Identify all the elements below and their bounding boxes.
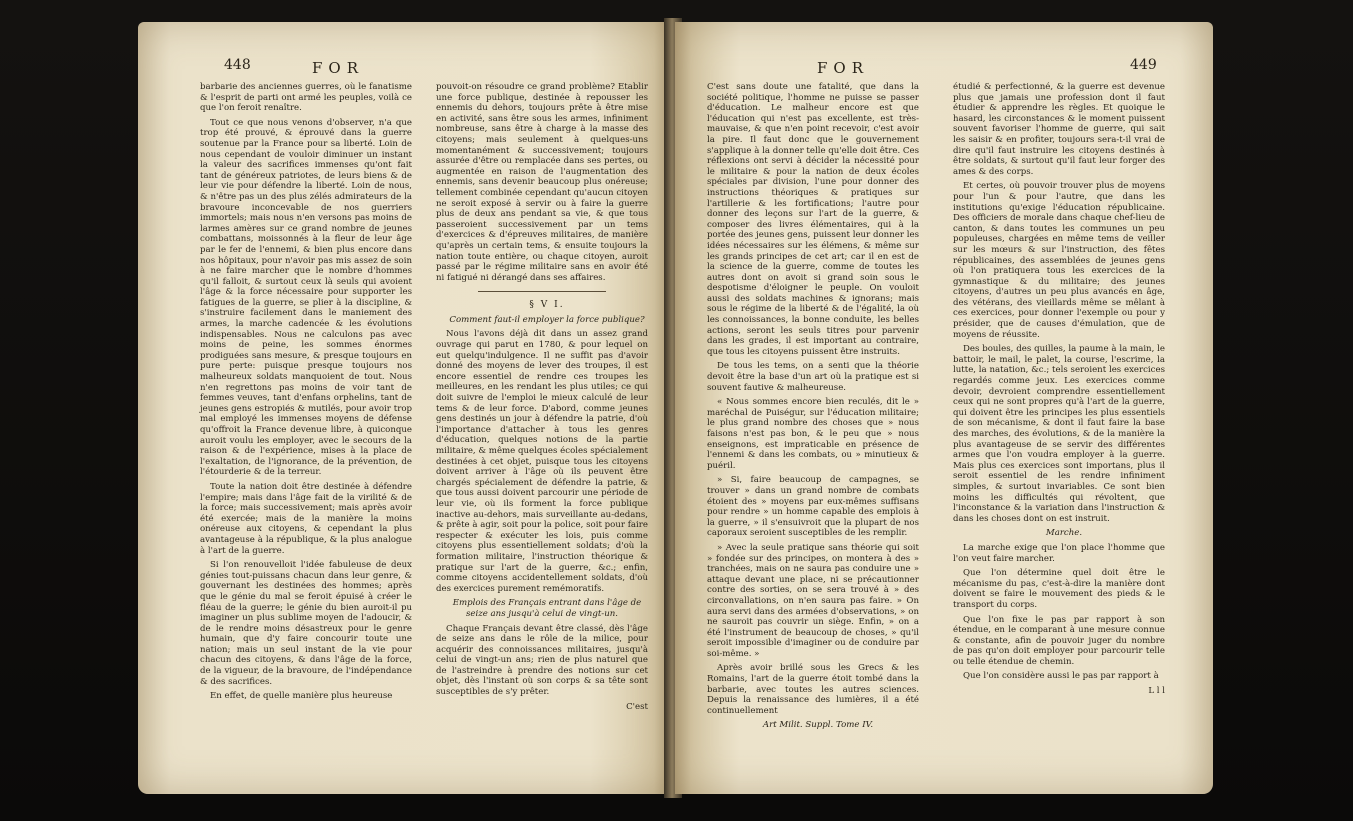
paragraph: Des boules, des quilles, la paume à la main, le battoir, le mail, le palet, la course, l'escrime, la lutte, la natation, &c.; tels seroient les exercices regardés comme jeux. Les exercices comme devoir, devroient comprendre essentiellement ceux qui ne sont propres qu'à l'art de la guerre, qui doivent être les principes les plus essentiels de son mécanisme, & dont il faut faire la base des marches, des évolutions, & de la manière la plus avantageuse de se servir des différentes armes que l'on voudra employer à la guerre. Mais plus ces exercices sont importans, plus il seroit essentiel de les rendre infiniment simples, & surtout invariables. Ce sont bien moins les difficultés qui révoltent, que l'inconstance & la variation dans l'instruction & dans les choses dont on est instruit. xyxy=(953,344,1165,524)
paragraph: C'est sans doute une fatalité, que dans la société politique, l'homme ne puisse se passer d'éducation. Le malheur encore est que l'éducation qui n'est pas excellente, est très-mauvaise, & que n'en point recevoir, c'est avoir la pire. Il faut donc que le gouvernement s'applique à la donner telle qu'elle doit être. Ces réflexions ont servi à décider la nécessité pour le militaire & pour la nation de deux écoles spéciales par division, l'une pour donner des instructions théoriques & pratiques sur l'artillerie & les fortifications; l'autre pour donner des leçons sur l'art de la guerre, & composer des livres élémentaires, qui à la portée des jeunes gens, puissent leur donner les idées nécessaires sur les élémens, & même sur les grands principes de cet art; car il en est de la science de la guerre, comme de toutes les autres dont on avoit si grand soin sous le despotisme d'éloigner le peuple. On vouloit aussi des soldats machines & ignorans; mais sous le régime de la liberté & de l'égalité, la où les connoissances, la bonne conduite, les belles actions, seront les seuls titres pour parvenir dans les grades, il est important au contraire, que tous les citoyens puissent être instruits. xyxy=(707,82,919,357)
paragraph: Que l'on considère aussi le pas par rapport à xyxy=(963,671,1159,682)
paragraph: pouvoit-on résoudre ce grand problème? Etablir une force publique, destinée à repousser les ennemis du dehors, toujours prête à être mise en activité, sans être sous les armes, infiniment nombreuse, sans être à charge à la masse des citoyens; mais seulement à quelques-uns momentanément & successivement; toujours assurée d'être ou remplacée dans ses pertes, ou augmentée en raison de l'augmentation des ennemis, sans devenir beaucoup plus onéreuse; tellement combinée cependant qu'aucun citoyen ne seroit exposé à servir ou à faire la guerre plus de deux ans pendant sa vie, & que tous passeroient successivement par un tems d'exercices & d'épreuves militaires, de manière qu'après un certain tems, & ensuite toujours la nation toute entière, ou chaque citoyen, auroit passé par le régime militaire sans en avoir été ni fatigué ni dérangé dans ses affaires. xyxy=(436,82,648,283)
paragraph: Et certes, où pouvoir trouver plus de moyens pour l'un & pour l'autre, que dans les institutions qu'exige l'éducation républicaine. Des officiers de morale dans chaque chef-lieu de canton, & dans toutes les communes un peu populeuses, chargées en même tems de veiller sur les mœurs & sur l'instruction, des fêtes républicaines, des assemblées de jeunes gens où l'on pratiquera tous les exercices de la gymnastique & du militaire; des jeunes citoyens, d'autres un peu plus avancés en âge, des vétérans, des vieillards même se mêlant à ces exercices, pour donner l'exemple ou pour y présider, que de causes d'émulation, que de moyens de réussite. xyxy=(953,181,1165,340)
quotation: « Nous sommes encore bien reculés, dit le » maréchal de Puiségur, sur l'éducation militaire; le plus grand nombre des choses que » nous faisons n'est pas bon, & le peu que » nous enseignons, est impraticable en présence de l'ennemi & dans les combats, ou » minutieux & puéril. xyxy=(707,397,919,471)
paragraph: La marche exige que l'on place l'homme que l'on veut faire marcher. xyxy=(953,542,1165,564)
paragraph: Toute la nation doit être destinée à défendre l'empire; mais dans l'âge fait de la virilité & de la force; mais successivement; mais après avoir été exercée; mais de la manière la moins onéreuse aux citoyens, & cependant la plus avantageuse à la république, & la plus analogue à l'art de la guerre. xyxy=(200,481,412,556)
paragraph: Tout ce que nous venons d'observer, n'a que trop été prouvé, & éprouvé dans la guerre soutenue par la France pour sa liberté. Loin de nous cependant de vouloir diminuer un instant la valeur des sacrifices immenses qu'ont fait tant de généreux patriotes, de leurs biens & de leur vie pour défendre la liberté. Loin de nous, & n'être pas un des plus zélés admirateurs de la bravoure inconcevable de nos guerriers immortels; mais nous n'en versons pas moins de larmes amères sur ce grand nombre de jeunes combattans, moissonnés à la fleur de leur âge par le fer de l'ennemi, & bien plus encore dans nos hôpitaux, pour n'avoir pas mis assez de soin à ne faire marcher que le nombre d'hommes qu'il falloit, & surtout ceux là seuls qui avoient l'âge & la force nécessaire pour supporter les fatigues de la guerre, se plier à la discipline, & s'instruire facilement dans le maniement des armes, la marche cadencée & les évolutions indispensables. Nous ne calculons pas avec moins de peine, les sommes énormes prodiguées sans mesure, & presque toujours en pure perte: puisque presque toujours nos malheureux soldats manquoient de tout. Nous n'en regrettons pas moins de voir tant de femmes veuves, tant d'enfans orphelins, tant de jeunes gens estropiés & mutilés, pour avoir trop mal employé les immenses moyens de défense qu'offroit la France devenue libre, à quiconque auroit voulu les employer, avec le secours de la raison & de l'expérience, mises à la place de l'exaltation, de l'ignorance, de la prévention, de l'étourderie & de la terreur. xyxy=(200,117,412,478)
paragraph: Que l'on détermine quel doit être le mécanisme du pas, c'est-à-dire la manière dont doivent se faire le mouvement des pieds & le transport du corps. xyxy=(953,568,1165,610)
left-column-2 xyxy=(436,82,648,716)
paragraph: étudié & perfectionné, & la guerre est devenue plus que jamais une profession dont il faut étudier & apprendre les règles. Et quoique le hasard, les circonstances & le moment puissent souvent favoriser l'homme de guerre, qui sait les saisir & en profiter, toujours sera-t-il vrai de dire qu'il faut instruire les citoyens destinés à être soldats, & surtout qu'il faut leur forger des ames & des corps. xyxy=(953,82,1165,177)
page-number-right: 449 xyxy=(1130,57,1157,73)
section-heading: § V I. xyxy=(529,300,565,311)
quotation: » Si, faire beaucoup de campagnes, se trouver » dans un grand nombre de combats étoient des » moyens par eux-mêmes suffisans pour rendre » un homme capable des emplois à la guerre, » il s'ensuivroit que la plupart de nos caporaux seroient susceptibles de les remplir. xyxy=(707,475,919,539)
signature-line: Art Milit. Suppl. Tome IV. xyxy=(762,720,874,731)
right-column-1 xyxy=(707,82,919,735)
running-header-left: FOR xyxy=(312,59,364,77)
paragraph: Chaque Français devant être classé, dès l'âge de seize ans dans le rôle de la milice, pour acquérir des connoissances militaires, jusqu'à celui de vingt-un ans; rien de plus naturel que de l'astreindre à prendre des notions sur cet objet, dès l'instant où son corps & sa tête sont susceptibles de s'y prêter. xyxy=(436,623,648,698)
subsection-title: Emplois des Français entrant dans l'âge de seize ans jusqu'à celui de vingt-un. xyxy=(452,598,642,619)
right-column-2 xyxy=(953,82,1165,701)
paragraph: Nous l'avons déjà dit dans un assez grand ouvrage qui parut en 1780, & pour lequel on eut quelqu'indulgence. Il ne suffit pas d'avoir donné des moyens de lever des troupes, il est encore essentiel de rendre ces troupes les meilleures, en les rendant les plus utiles; ce qui doit suivre de l'emploi le mieux calculé de leur tems & de leur force. D'abord, comme jeunes gens destinés un jour à défendre la patrie, d'où l'importance d'attacher à tous les genres d'éducation, quelques notions de la partie militaire, & même quelques écoles spécialement destinées à cet objet, puisque tous les citoyens doivent arriver à l'âge où ils peuvent être chargés spécialement de défendre la patrie, & que tous aussi doivent parcourir une période de leur vie, où ils forment la force publique inactive au-dehors, mais surveillante au-dedans, & prête à agir, soit pour la police, soit pour faire respecter & exécuter les lois, puis comme citoyens plus essentiellement soldats; d'où la formation militaire, l'instruction théorique & pratique sur l'art de la guerre, &c.; enfin, comme citoyens accidentellement soldats, d'où des exercices purement remémoratifs. xyxy=(436,329,648,594)
paragraph: Après avoir brillé sous les Grecs & les Romains, l'art de la guerre étoit tombé dans la barbarie, avec toutes les autres sciences. Depuis la renaissance des lumières, il a été continuellement xyxy=(707,663,919,716)
subsection-title: Marche. xyxy=(1045,528,1083,539)
paragraph: De tous les tems, on a senti que la théorie devoit être la base d'un art où la pratique est si souvent fautive & malheureuse. xyxy=(707,361,919,393)
running-header-right: FOR xyxy=(817,59,869,77)
section-title: Comment faut-il employer la force publique? xyxy=(449,314,645,325)
paragraph: barbarie des anciennes guerres, où le fanatisme & l'esprit de parti ont armé les peuples, voilà ce que l'on feroit renaître. xyxy=(200,82,412,114)
right-page xyxy=(675,22,1213,794)
signature-mark: L l l xyxy=(1148,686,1165,697)
left-page xyxy=(138,22,670,794)
paragraph: En effet, de quelle manière plus heureuse xyxy=(210,691,393,702)
paragraph: Que l'on fixe le pas par rapport à son étendue, en le comparant à une mesure connue & constante, afin de pouvoir juger du nombre de pas qu'on doit employer pour parcourir telle ou telle étendue de chemin. xyxy=(953,614,1165,667)
paragraph: Si l'on renouvelloit l'idée fabuleuse de deux génies tout-puissans chacun dans leur genre, & gouvernant les destinées des hommes; après que le génie du mal se feroit épuisé à créer le fléau de la guerre; le génie du bien auroit-il pu imaginer un plus sublime moyen de l'adoucir, & de le rendre moins désastreux pour le genre humain, que d'y faire concourir toute une nation; mais un seul instant de la vie pour chacun des citoyens, & dans l'âge de la force, de la vigueur, de la bravoure, de l'indépendance & des sacrifices. xyxy=(200,560,412,687)
quotation: » Avec la seule pratique sans théorie qui soit » fondée sur des principes, on montera à des » tranchées, mais on ne saura pas conduire une » attaque devant une place, ni se précautionner contre des sorties, on se sera trouvé à » des circonvallations, on n'en saura pas faire. » On aura servi dans des armées d'observations, » on ne sauroit pas couvrir un siège. Enfin, » on a été l'instrument de beaucoup de choses, » qu'il seroit impossible d'imaginer ou de conduire par soi-même. » xyxy=(707,542,919,659)
left-column-1 xyxy=(200,82,412,706)
catchword: C'est xyxy=(626,701,648,712)
page-number-left: 448 xyxy=(224,57,251,73)
divider xyxy=(478,291,605,292)
